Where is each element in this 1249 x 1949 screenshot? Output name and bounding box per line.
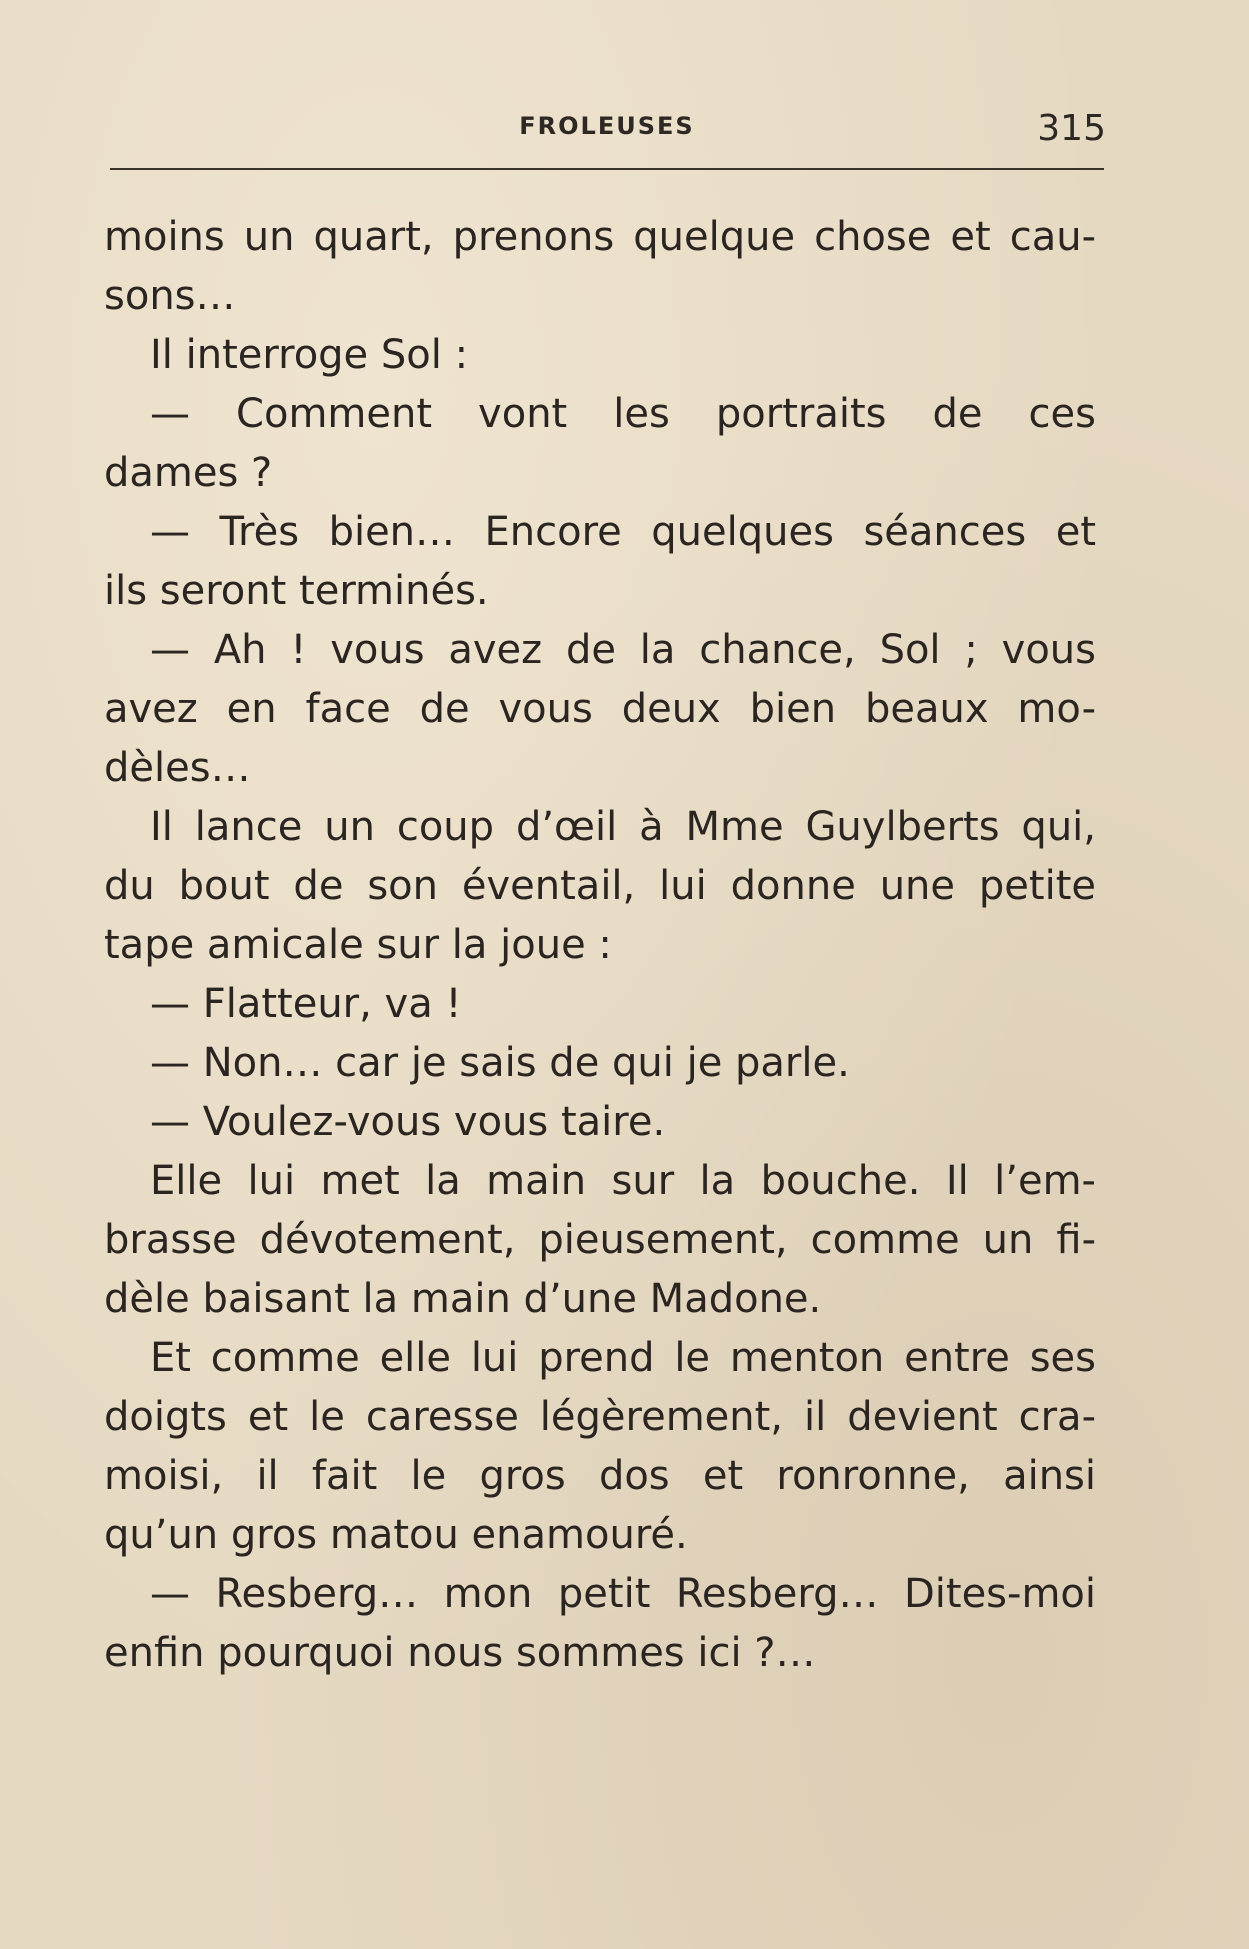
text-line: Il lance un coup d’œil à Mme Guylberts qui, [150, 804, 1096, 850]
text-line: enfin pourquoi nous sommes ici ?… [104, 1630, 816, 1676]
text-line: doigts et le caresse légèrement, il devient cra- [104, 1394, 1096, 1440]
text-line: sons… [104, 273, 236, 319]
text-line: — Ah ! vous avez de la chance, Sol ; vous [150, 627, 1096, 673]
text-line: — Comment vont les portraits de ces [150, 391, 1096, 437]
text-line: — Voulez-vous vous taire. [150, 1099, 666, 1145]
text-line: — Très bien… Encore quelques séances et [150, 509, 1096, 555]
text-line: — Non… car je sais de qui je parle. [150, 1040, 850, 1086]
text-line: moisi, il fait le gros dos et ronronne, ainsi [104, 1453, 1096, 1499]
text-line: dèle baisant la main d’une Madone. [104, 1276, 822, 1322]
text-line: — Resberg… mon petit Resberg… Dites-moi [150, 1571, 1096, 1617]
page-number: 315 [1037, 108, 1106, 149]
text-line: tape amicale sur la joue : [104, 922, 612, 968]
text-line: dèles… [104, 745, 251, 791]
text-line: — Flatteur, va ! [150, 981, 462, 1027]
body-text [104, 208, 1096, 1683]
text-line: qu’un gros matou enamouré. [104, 1512, 688, 1558]
text-line: du bout de son éventail, lui donne une petite [104, 863, 1096, 909]
header-rule [110, 168, 1104, 170]
running-head [108, 108, 1106, 148]
text-line: dames ? [104, 450, 273, 496]
text-line: Elle lui met la main sur la bouche. Il l’em- [150, 1158, 1096, 1204]
running-title: FROLEUSES [519, 112, 695, 140]
text-line: Il interroge Sol : [150, 332, 469, 378]
text-line: ils seront terminés. [104, 568, 489, 614]
text-line: moins un quart, prenons quelque chose et cau- [104, 214, 1096, 260]
text-line: avez en face de vous deux bien beaux mo- [104, 686, 1096, 732]
text-line: brasse dévotement, pieusement, comme un fi- [104, 1217, 1096, 1263]
text-line: Et comme elle lui prend le menton entre ses [150, 1335, 1096, 1381]
